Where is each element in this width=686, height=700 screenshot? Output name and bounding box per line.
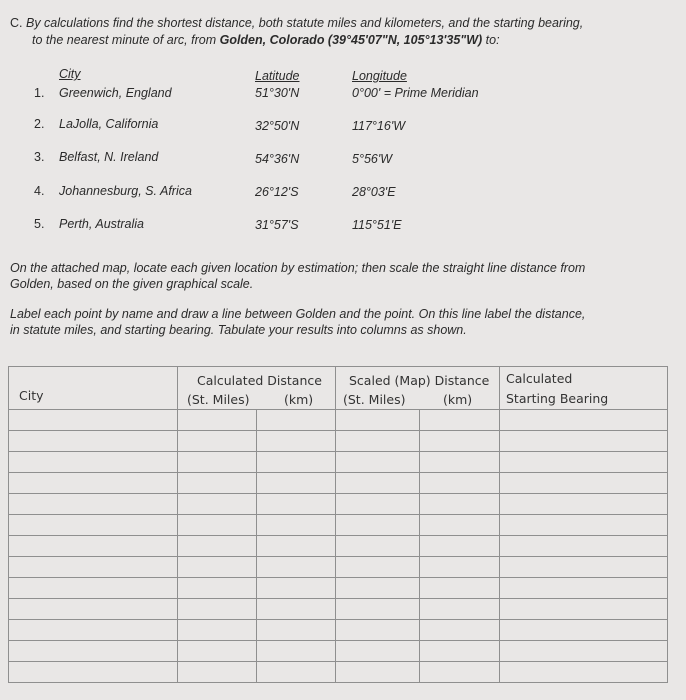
table-row [9, 473, 668, 494]
table-cell[interactable] [178, 515, 257, 536]
table-cell[interactable] [257, 431, 336, 452]
table-cell[interactable] [336, 452, 420, 473]
table-cell[interactable] [500, 620, 668, 641]
table-cell[interactable] [9, 641, 178, 662]
table-cell[interactable] [500, 641, 668, 662]
table-cell[interactable] [500, 578, 668, 599]
location-city: Johannesburg, S. Africa [59, 184, 192, 198]
bearing-header-line-2: Starting Bearing [506, 391, 609, 406]
table-cell[interactable] [500, 515, 668, 536]
table-cell[interactable] [9, 515, 178, 536]
table-cell[interactable] [257, 578, 336, 599]
table-cell[interactable] [336, 473, 420, 494]
latitude-header: Latitude [255, 69, 300, 83]
problem-line-2-suffix: to: [482, 33, 500, 47]
scaled-distance-header: Scaled (Map) Distance [349, 373, 490, 388]
table-row [9, 557, 668, 578]
table-cell[interactable] [420, 410, 500, 431]
table-cell[interactable] [178, 410, 257, 431]
table-cell[interactable] [420, 662, 500, 683]
instruction-2-line-2: in statute miles, and starting bearing. Tabulate your results into columns as shown. [10, 323, 467, 337]
problem-label: C. [10, 16, 23, 30]
table-cell[interactable] [500, 452, 668, 473]
table-cell[interactable] [500, 473, 668, 494]
table-cell[interactable] [9, 410, 178, 431]
table-cell[interactable] [420, 578, 500, 599]
table-cell[interactable] [9, 620, 178, 641]
location-latitude: 26°12'S [255, 185, 299, 199]
table-cell[interactable] [336, 599, 420, 620]
scaled-km-subheader: (km) [443, 392, 473, 407]
origin-location: Golden, Colorado (39°45'07"N, 105°13'35"W) [219, 33, 483, 47]
location-longitude: 115°51'E [352, 218, 402, 232]
scaled-st-miles-subheader: (St. Miles) [343, 392, 406, 407]
location-city: Belfast, N. Ireland [59, 150, 159, 164]
bearing-header-cell [500, 367, 668, 410]
table-row [9, 599, 668, 620]
table-cell[interactable] [178, 431, 257, 452]
location-city: Greenwich, England [59, 86, 172, 100]
problem-line-1: By calculations find the shortest distance, both statute miles and kilometers, and the starting bearing, [25, 16, 584, 30]
location-longitude: 28°03'E [352, 185, 396, 199]
instruction-2-line-1: Label each point by name and draw a line between Golden and the point. On this line label the distance, [10, 307, 586, 321]
results-header-row [9, 367, 668, 410]
table-cell[interactable] [336, 578, 420, 599]
table-cell[interactable] [420, 473, 500, 494]
table-cell[interactable] [257, 620, 336, 641]
table-cell[interactable] [178, 641, 257, 662]
table-cell[interactable] [420, 557, 500, 578]
table-cell[interactable] [9, 578, 178, 599]
instruction-1-line-2: Golden, based on the given graphical scale. [10, 277, 254, 291]
table-cell[interactable] [257, 494, 336, 515]
table-row [9, 578, 668, 599]
table-row [9, 431, 668, 452]
table-cell[interactable] [336, 410, 420, 431]
location-city: LaJolla, California [59, 117, 159, 131]
calculated-distance-header: Calculated Distance [197, 373, 322, 388]
table-cell[interactable] [420, 620, 500, 641]
table-row [9, 662, 668, 683]
table-cell[interactable] [178, 557, 257, 578]
table-cell[interactable] [500, 557, 668, 578]
table-row [9, 410, 668, 431]
table-cell[interactable] [178, 620, 257, 641]
location-longitude: 5°56'W [352, 152, 393, 166]
table-cell[interactable] [9, 662, 178, 683]
bearing-header-line-1: Calculated [506, 371, 573, 386]
table-cell[interactable] [257, 641, 336, 662]
city-column-header-cell [9, 367, 178, 410]
location-longitude: 117°16'W [352, 119, 406, 133]
table-cell[interactable] [420, 641, 500, 662]
location-number: 2. [34, 117, 45, 131]
table-cell[interactable] [500, 662, 668, 683]
table-cell[interactable] [257, 557, 336, 578]
calculated-km-subheader: (km) [284, 392, 314, 407]
table-cell[interactable] [178, 599, 257, 620]
table-cell[interactable] [336, 536, 420, 557]
table-cell[interactable] [420, 536, 500, 557]
location-latitude: 54°36'N [255, 152, 300, 166]
table-cell[interactable] [336, 662, 420, 683]
table-cell[interactable] [336, 515, 420, 536]
scaled-distance-header-cell [336, 367, 500, 410]
table-cell[interactable] [336, 641, 420, 662]
city-column-header: City [19, 388, 44, 403]
table-cell[interactable] [336, 494, 420, 515]
table-cell[interactable] [257, 452, 336, 473]
table-cell[interactable] [420, 452, 500, 473]
location-latitude: 32°50'N [255, 119, 300, 133]
table-cell[interactable] [9, 494, 178, 515]
calculated-st-miles-subheader: (St. Miles) [187, 392, 250, 407]
instruction-1-line-1: On the attached map, locate each given location by estimation; then scale the straight line distance from [10, 261, 586, 275]
table-cell[interactable] [178, 578, 257, 599]
problem-line-2-prefix: to the nearest minute of arc, from [32, 33, 220, 47]
table-cell[interactable] [9, 431, 178, 452]
table-row [9, 641, 668, 662]
table-cell[interactable] [178, 536, 257, 557]
table-cell[interactable] [257, 662, 336, 683]
table-cell[interactable] [257, 410, 336, 431]
location-city: Perth, Australia [59, 217, 144, 231]
instruction-paragraph-1 [10, 260, 670, 292]
table-cell[interactable] [178, 473, 257, 494]
table-cell[interactable] [420, 599, 500, 620]
longitude-header: Longitude [352, 69, 407, 83]
table-cell[interactable] [336, 557, 420, 578]
table-cell[interactable] [500, 599, 668, 620]
table-cell[interactable] [9, 557, 178, 578]
table-cell[interactable] [9, 599, 178, 620]
problem-statement [10, 15, 670, 49]
results-table [8, 366, 668, 683]
table-cell[interactable] [257, 599, 336, 620]
table-cell[interactable] [257, 473, 336, 494]
table-row [9, 494, 668, 515]
table-cell[interactable] [500, 494, 668, 515]
table-cell[interactable] [257, 515, 336, 536]
table-row [9, 536, 668, 557]
location-number: 4. [34, 184, 45, 198]
location-number: 3. [34, 150, 45, 164]
table-cell[interactable] [336, 620, 420, 641]
location-number: 5. [34, 217, 45, 231]
table-cell[interactable] [420, 431, 500, 452]
table-cell[interactable] [9, 473, 178, 494]
table-cell[interactable] [178, 662, 257, 683]
location-latitude: 51°30'N [255, 86, 300, 100]
location-latitude: 31°57'S [255, 218, 299, 232]
table-cell[interactable] [420, 515, 500, 536]
calculated-distance-header-cell [178, 367, 336, 410]
table-row [9, 452, 668, 473]
table-cell[interactable] [500, 536, 668, 557]
instruction-paragraph-2 [10, 306, 670, 338]
table-row [9, 515, 668, 536]
location-longitude: 0°00' = Prime Meridian [352, 86, 479, 100]
table-cell[interactable] [9, 536, 178, 557]
table-cell[interactable] [336, 431, 420, 452]
city-header: City [59, 67, 81, 81]
table-row [9, 620, 668, 641]
table-cell[interactable] [257, 536, 336, 557]
table-cell[interactable] [500, 431, 668, 452]
table-cell[interactable] [420, 494, 500, 515]
table-cell[interactable] [500, 410, 668, 431]
table-cell[interactable] [9, 452, 178, 473]
table-cell[interactable] [178, 452, 257, 473]
location-number: 1. [34, 86, 45, 100]
table-cell[interactable] [178, 494, 257, 515]
